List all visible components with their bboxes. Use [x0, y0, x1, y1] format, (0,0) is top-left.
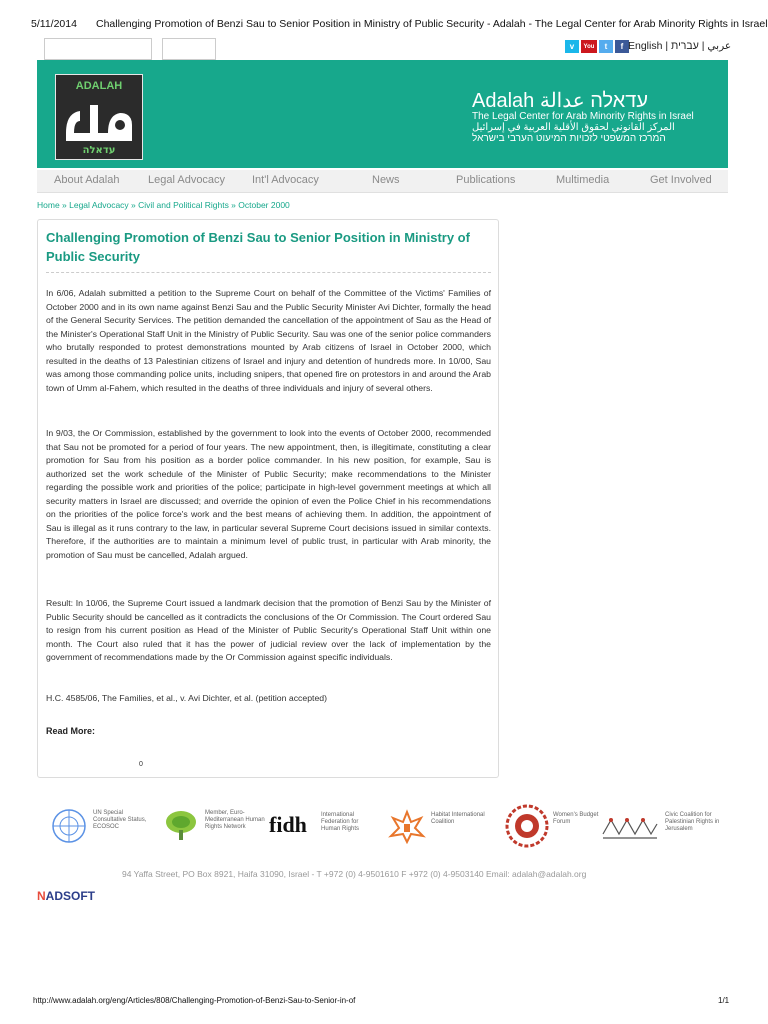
article-card: [37, 219, 499, 778]
nav-legal-advocacy[interactable]: Legal Advocacy: [148, 174, 226, 186]
facebook-icon[interactable]: f: [615, 40, 629, 53]
read-more-label: Read More:: [46, 726, 96, 736]
partner-text: Civic Coalition for Palestinian Rights in Jerusalem: [665, 812, 720, 832]
partner-euromed[interactable]: [163, 800, 273, 854]
search-input[interactable]: [44, 38, 152, 60]
adalah-logo-icon: [56, 75, 142, 159]
print-url: http://www.adalah.org/eng/Articles/808/Challenging-Promotion-of-Benzi-Sau-to-Senior-in-of: [33, 996, 356, 1005]
print-title: Challenging Promotion of Benzi Sau to Senior Position in Ministry of Public Security - Adalah - The Legal Center for Arab Minority Rights in Israel: [96, 18, 768, 30]
nav-multimedia[interactable]: Multimedia: [556, 174, 610, 186]
youtube-icon[interactable]: You: [581, 40, 597, 53]
partner-text: UN Special Consultative Status, ECOSOC: [93, 810, 147, 830]
footer-address: 94 Yaffa Street, PO Box 8921, Haifa 31090, Israel - T +972 (0) 4-9501610 F +972 (0) 4-9503140 Email: adalah@adalah.org: [122, 869, 587, 879]
article-title: Challenging Promotion of Benzi Sau to Senior Position in Ministry of Public Security: [46, 230, 470, 264]
social-icons: [565, 40, 629, 54]
partner-fidh[interactable]: [269, 800, 379, 854]
adalah-logo[interactable]: [55, 74, 143, 160]
partner-ccprj[interactable]: [601, 800, 728, 854]
partner-un[interactable]: [51, 800, 151, 854]
nav-about[interactable]: About Adalah: [54, 174, 120, 186]
banner-brand: Adalah עדאלה عدالة: [472, 90, 648, 112]
share-counter: 0: [139, 761, 143, 768]
svg-text:עדאלה: עדאלה: [82, 145, 116, 156]
partner-text: Habitat International Coalition: [431, 812, 485, 825]
print-page-number: 1/1: [718, 996, 730, 1005]
language-switcher: [628, 40, 731, 52]
banner-subtitle: [472, 111, 694, 144]
nav-intl-advocacy[interactable]: Int'l Advocacy: [252, 174, 319, 186]
main-nav: [37, 170, 728, 193]
nav-news[interactable]: News: [372, 174, 400, 186]
title-divider: [46, 272, 491, 273]
un-emblem-icon: [51, 808, 87, 844]
breadcrumb[interactable]: Home » Legal Advocacy » Civil and Political Rights » October 2000: [37, 200, 290, 210]
tree-icon: [163, 808, 199, 844]
search-button[interactable]: [162, 38, 216, 60]
lang-separator: |: [665, 40, 669, 52]
article-paragraph: Result: In 10/06, the Supreme Court issued a landmark decision that the promotion of Benzi Sau by the Minister of Public Security should be cancelled as it contradicts the conclusions of the Or Commission. The Court ordered Sau to resign from his current position as Head of the Minister of Public Security's Operational Staff Unit within one month. The Court also ruled that it has the power of judicial review over the lack of implementation by the government of recommendations made by the Or Commission against specific individuals.: [46, 598, 491, 662]
lang-english[interactable]: English: [628, 40, 663, 52]
lang-hebrew[interactable]: עברית: [671, 40, 699, 52]
nadsoft-logo[interactable]: [37, 889, 95, 903]
ccprj-logo-icon: [601, 812, 659, 842]
vimeo-icon[interactable]: v: [565, 40, 579, 53]
svg-text:ADALAH: ADALAH: [75, 80, 123, 92]
article-paragraph: In 9/03, the Or Commission, established by the government to look into the events of October 2000, recommended that Sau not be promoted for a period of four years. The new appointment, then, is illegitimate, constituting a clear promotion for Sau from his position as a border police commander. In his new position, for example, Sau is authorized set the work schedule of the Minister of Public Security; make recommendations to the Minister regarding the possible work and priorities of the police; participate in high-level government meetings at which all security matters in Israel are discussed; and override the opinion of even the Police Chief in his recommendations on the priorities of the police force's work and the best means of achieving them. In addition, the appointment of Sau is illegal as it runs contrary to the law, in particular several Supreme Court decisions issued in similar contexts. Therefore, if the authorities are to maintain a minimum level of public trust, in particular with Arab minority, the promotion of Sau must be cancelled, Adalah argued.: [46, 428, 491, 560]
lang-arabic[interactable]: عربي: [707, 40, 732, 52]
partners-strip: [37, 800, 728, 854]
nadsoft-n: N: [37, 889, 46, 903]
lang-separator: |: [701, 40, 705, 52]
article-paragraph: In 6/06, Adalah submitted a petition to the Supreme Court on behalf of the Committee of the Victims' Families of October 2000 and in its own name against Benzi Sau and the Public Security Minister Avi Dichter, formally the head of the General Security Services. The petition demanded the cancellation of the appointment of Sau as the Head of the Minister's Operational Staff Unit in the Ministry of Public Security. Sau was one of the senior police commanders who brutally responded to protest demonstrations mounted by Arab citizens of Israel in October 2000, which resulted in the deaths of 13 Palestinian citizens of Israel and injury and detention of hundreds more. In 10/00, Sau was among those commanding police units, including snipers, that opened fire on protestors in and around the Arab town of Umm al-Fahem, which resulted in the deaths of three individuals and injury of several others.: [46, 288, 491, 393]
partner-text: Women's Budget Forum: [553, 812, 599, 825]
print-date: 5/11/2014: [31, 18, 77, 30]
site-banner: [37, 60, 728, 168]
partner-womens-budget[interactable]: [505, 800, 605, 854]
hic-logo-icon: [387, 808, 427, 844]
fidh-logo-icon: fidh: [269, 812, 307, 837]
print-footer: [0, 996, 768, 1008]
partner-hic[interactable]: [387, 800, 497, 854]
banner-subtitle-he: המרכז המשפטי לזכויות המיעוט הערבי בישראל: [472, 133, 666, 144]
case-citation: H.C. 4585/06, The Families, et al., v. Avi Dichter, et al. (petition accepted): [46, 693, 328, 703]
banner-subtitle-en: The Legal Center for Arab Minority Rights in Israel: [472, 111, 694, 122]
twitter-icon[interactable]: t: [599, 40, 613, 53]
partner-text: International Federation for Human Rights: [321, 812, 360, 832]
womens-budget-icon: [505, 804, 549, 848]
banner-subtitle-ar: المركز القانوني لحقوق الأقلية العربية في إسرائيل: [472, 122, 675, 133]
nav-publications[interactable]: Publications: [456, 174, 516, 186]
nadsoft-rest: ADSOFT: [45, 889, 96, 903]
nav-get-involved[interactable]: Get Involved: [650, 174, 712, 186]
partner-text: Member, Euro-Mediterranean Human Rights Network: [205, 810, 265, 830]
print-header: [0, 0, 768, 30]
